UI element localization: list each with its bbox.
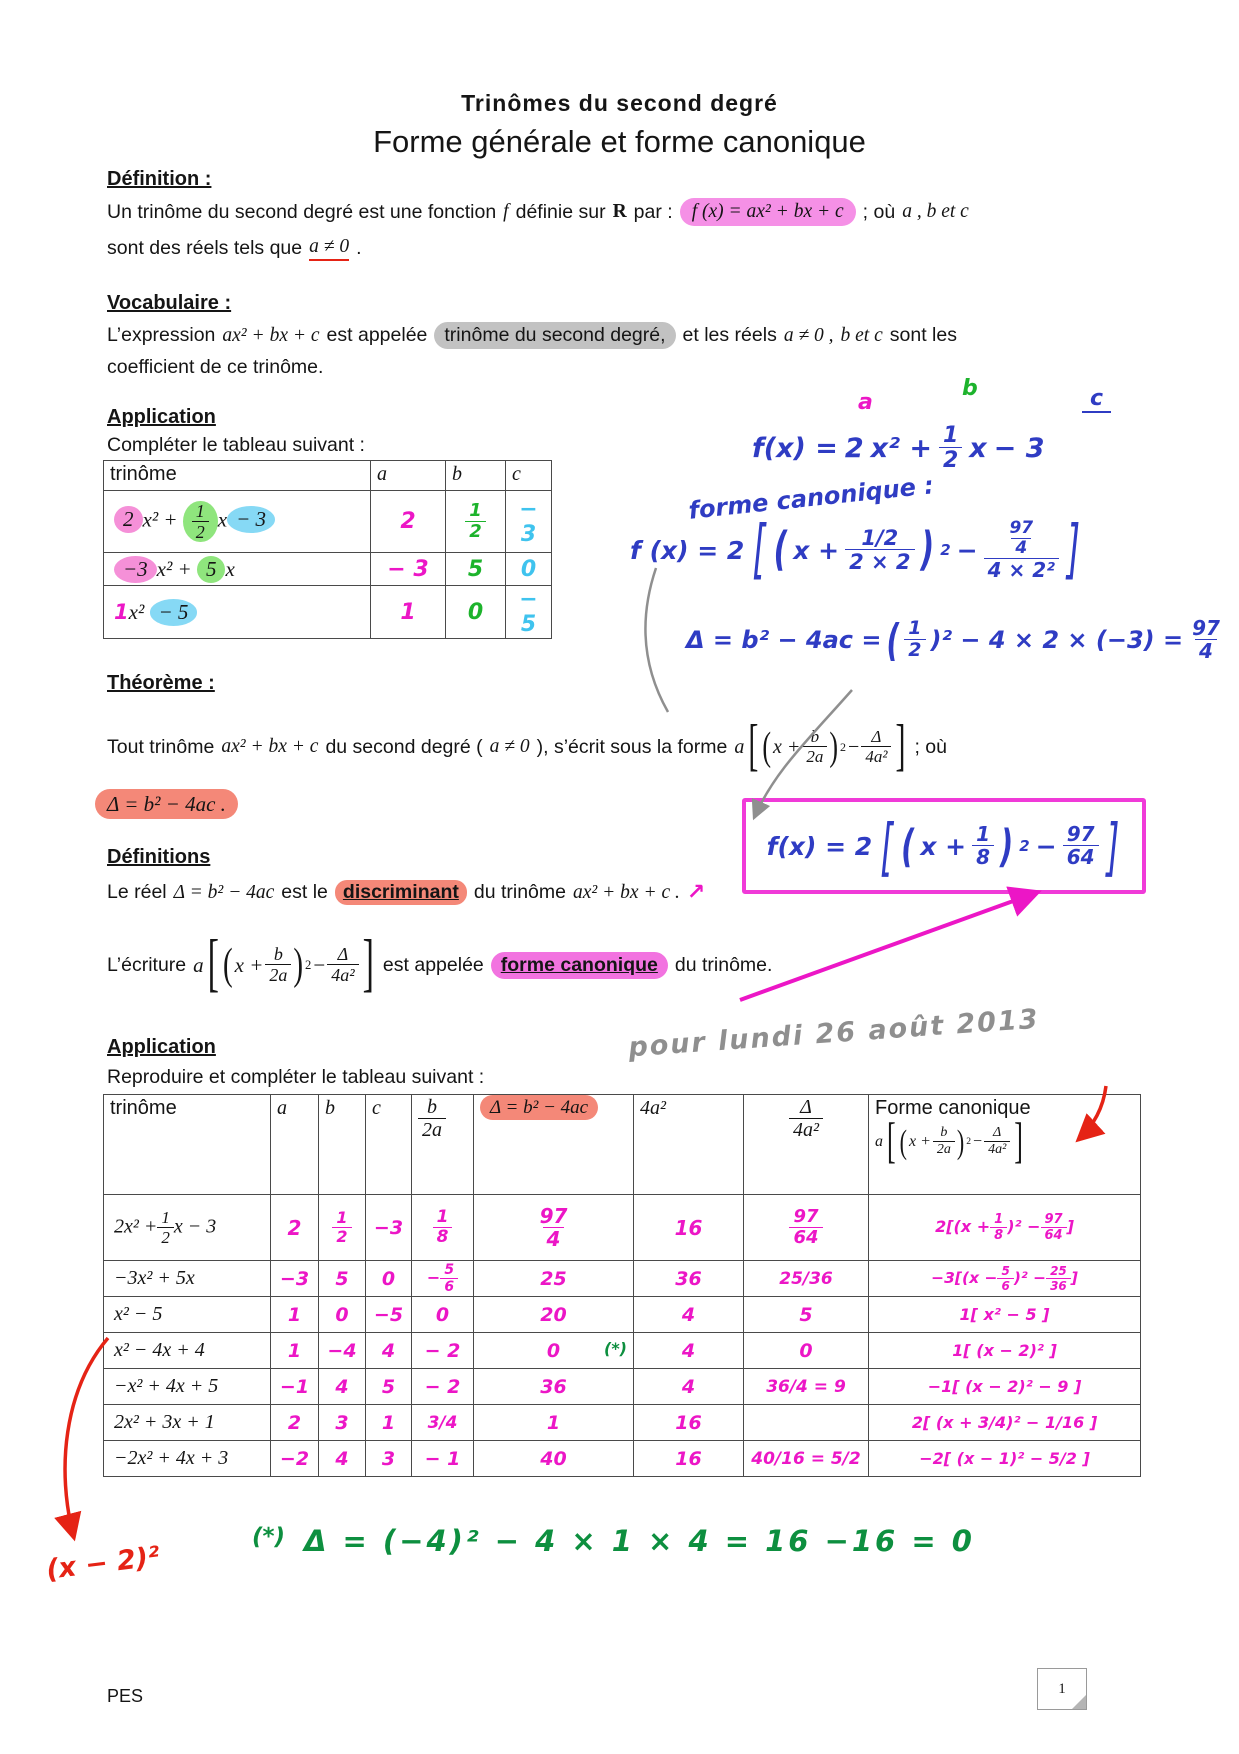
answer-c: 0 — [506, 553, 552, 586]
trinome-cell: −3x² + 5x — [104, 1261, 271, 1297]
answer-a: 2 — [371, 491, 446, 553]
coefficients-table — [103, 460, 552, 639]
table-header-trinome: trinôme — [104, 461, 371, 491]
answer-b: 0 — [446, 586, 506, 639]
canonical-form-formula: a [ ( x + $\frac{b}{2a}$ ) 2 − $\frac{\Delta}{\text{4a²}}$ ] — [734, 714, 906, 778]
handwritten-green-computation: Δ = (−4)² − 4 × 1 × 4 = 16 −16 = 0 — [304, 1524, 975, 1558]
forme-canonique-cell: 2[ (x + 3/4)² − 1/16 ] — [869, 1405, 1141, 1441]
handwritten-label-c: c — [1082, 386, 1111, 413]
table-header-forme-canonique: Forme canonique a [ ( x + $\frac{b}{2a}$ ) 2 − $\frac{\Delta}{\text{4a²}}$ ] — [869, 1095, 1141, 1195]
star-note-marker: (*) — [604, 1339, 627, 1358]
handwritten-function: f(x) = 2 x² + $\frac{1}{2}$ x − 3 — [752, 423, 1045, 474]
handwritten-label-b: b — [962, 376, 978, 401]
gray-brace-curve — [645, 568, 668, 712]
table-header-trinome: trinôme — [104, 1095, 271, 1195]
handwritten-label-a: a — [858, 390, 873, 415]
canonical-form-formula: a [ ( x + $\frac{b}{2a}$ ) 2 − $\frac{\Delta}{\text{4a²}}$ ] — [875, 1113, 1023, 1169]
heading-vocabulaire: Vocabulaire : — [107, 292, 232, 314]
table-header-delta-over-4a2: $\frac{\Delta}{\text{4a²}}$ — [744, 1095, 869, 1195]
trinome-cell: x² − 4x + 4 — [104, 1333, 271, 1369]
math-f: f — [503, 201, 509, 222]
forme-canonique-cell: 1[ (x − 2)² ] — [869, 1333, 1141, 1369]
highlight-discriminant: discriminant — [335, 880, 467, 905]
answer-a: − 3 — [371, 553, 446, 586]
table-header-b: b — [446, 461, 506, 491]
math-reals-R: R — [612, 201, 627, 222]
page-subtitle: Forme générale et forme canonique — [373, 124, 866, 159]
pink-arrow-to-box — [740, 892, 1038, 1000]
definitions-line1: Le réel Δ = b² − 4ac est le discriminant du trinôme ax² + bx + c . ↗ — [107, 880, 706, 905]
table-header-c: c — [506, 461, 552, 491]
heading-application-1: Application — [107, 406, 216, 428]
handwritten-red-factor: (x − 2)² — [44, 1541, 162, 1586]
definition-line2: sont des réels tels que a ≠ 0 . — [107, 236, 362, 259]
empty-cell — [744, 1405, 869, 1441]
handwritten-canonical-label: forme canonique : — [687, 471, 936, 525]
star-note-marker: (*) — [252, 1524, 286, 1550]
heading-application-2: Application — [107, 1036, 216, 1058]
trinome-cell: −x² + 4x + 5 — [104, 1369, 271, 1405]
handwritten-due-date: pour lundi 26 août 2013 — [627, 1003, 1041, 1064]
answer-c: − 3 — [506, 491, 552, 553]
definitions-line2: L’écriture a [ ( x + $\frac{b}{2a}$ ) 2 − $\frac{\Delta}{\text{4a²}}$ ] est appelée forme canonique du trinôme. — [107, 928, 773, 1000]
answer-b: 5 — [446, 553, 506, 586]
red-arrow-to-factor — [65, 1338, 108, 1538]
trinome-cell: 2x² + $\frac{1}{2}$ x − 3 — [104, 1195, 271, 1261]
table-header-4a2: 4a² — [634, 1095, 744, 1195]
handwritten-canonical-derivation: f (x) = 2 [ ( x + $\frac{1/2}{2 \times 2}$ ) 2 − $\frac{\frac{97}{4}}{\text{4 × 2²}}$ ] — [630, 512, 1081, 589]
answer-b: $\frac{1}{2}$ — [446, 491, 506, 553]
forme-canonique-cell: 2[(x + $\frac{1}{8}$ )² − $\frac{97}{64}$ ] — [869, 1195, 1141, 1261]
canonical-form-formula: a [ ( x + $\frac{b}{2a}$ ) 2 − $\frac{\Delta}{\text{4a²}}$ ] — [193, 928, 374, 1000]
table-header-delta: Δ = b² − 4ac — [474, 1095, 634, 1195]
trinome-cell: 2x² + 3x + 1 — [104, 1405, 271, 1441]
page-number: 1 — [1058, 1680, 1066, 1697]
handwritten-one: 1 — [114, 599, 129, 624]
table-header-a: a — [371, 461, 446, 491]
forme-canonique-cell: −3[(x − $\frac{5}{6}$ )² − $\frac{25}{36}$ ] — [869, 1261, 1141, 1297]
theoreme-statement: Tout trinôme ax² + bx + c du second degré ( a ≠ 0 ), s’écrit sous la forme a [ ( x + $\frac{b}{2a}$ ) 2 − $\frac{\Delta}{\text{4a²}}$ ] ; où — [107, 714, 947, 778]
condition-a-nonzero: a ≠ 0 — [309, 236, 349, 261]
table-header-a: a — [271, 1095, 319, 1195]
trinome-cell: −2x² + 4x + 3 — [104, 1441, 271, 1477]
forme-canonique-cell: −1[ (x − 2)² − 9 ] — [869, 1369, 1141, 1405]
table-header-b-over-2a: $\frac{b}{2a}$ — [412, 1095, 474, 1195]
forme-canonique-cell: −2[ (x − 1)² − 5/2 ] — [869, 1441, 1141, 1477]
answer-a: 1 — [371, 586, 446, 639]
footer-initials: PES — [107, 1686, 144, 1706]
highlight-forme-canonique: forme canonique — [491, 952, 668, 979]
heading-theoreme: Théorème : — [107, 672, 215, 694]
handwritten-discriminant-computation: Δ = b² − 4ac = ( 1 2 )² − 4 × 2 × (−3) = $\frac{97}{4}$ — [686, 614, 1220, 666]
page-corner-fold — [1072, 1695, 1086, 1709]
vocabulaire-line2: coefficient de ce trinôme. — [107, 356, 324, 378]
handwritten-canonical-form-box: f(x) = 2 [ ( x + $\frac{1}{8}$ ) 2 − $\frac{97}{64}$ ] — [742, 798, 1146, 894]
canonical-form-table: trinôme a b c $\frac{b}{2a}$ Δ = b² − 4ac 4a² $\frac{\Delta}{\text{4a²}}$ Forme canonique a [ ( x + $\frac{b}{2a}$ ) 2 − $\frac{\Delta}{\text{4a²}}$ ] 2x² + $\frac{1}{2}$ x − 3 2 $\frac{1}{2}$ −3 $\frac{1}{8}$ $\frac{97}{4}$ 16 $\frac{97}{64}$ 2[(x + $\frac{1}{8}$ )² − $\frac{97}{64}$ ] −3x² + 5x −3 5 0 − $\frac{5}{6}$ 25 36 25/36 −3[(x − $\frac{5}{6}$ )² − $\frac{25}{36}$ ] x² − 5 1 0 −5 0 20 4 5 1[ x² − 5 ] x² − 4x + 4 1 −4 4 − 2 0 (*) 4 0 1[ (x − 2)² ] −x² + 4x + 5 −1 4 5 − 2 36 4 36/4 = 9 −1[ (x − 2)² − 9 ] 2x² + 3x + 1 2 3 1 3/4 1 16 2[ (x + 3/4)² − 1/16 ] −2x² + 4x + 3 −2 4 3 − 1 40 16 40/16 = 5/2 −2[ (x − 1)² − 5/2 ] — [103, 1094, 1141, 1477]
answer-c: − 5 — [506, 586, 552, 639]
page-title: Trinômes du second degré — [461, 90, 778, 116]
trinome-cell: 2 x² + $\frac{1}{2}$ x − 3 — [104, 491, 371, 553]
trinome-cell: x² − 5 — [104, 1297, 271, 1333]
pink-arrow-glyph: ↗ — [686, 880, 706, 905]
heading-definition: Définition : — [107, 168, 212, 190]
application-2-instruction: Reproduire et compléter le tableau suivant : — [107, 1066, 485, 1088]
forme-canonique-cell: 1[ x² − 5 ] — [869, 1297, 1141, 1333]
definition-line1: Un trinôme du second degré est une fonction f définie sur R par : f (x) = ax² + bx + c ; où a , b et c — [107, 198, 969, 226]
trinome-cell: 1x² − 5 — [104, 586, 371, 639]
page-number-box — [1037, 1668, 1087, 1710]
table-header-b: b — [319, 1095, 366, 1195]
close-bracket: ] — [1066, 512, 1081, 589]
application-1-instruction: Compléter le tableau suivant : — [107, 434, 365, 456]
definition-text: Un trinôme du second degré est une fonction — [107, 200, 497, 223]
highlight-trinome-term: trinôme du second degré, — [434, 322, 675, 349]
table-header-c: c — [366, 1095, 412, 1195]
open-bracket: [ — [752, 512, 766, 589]
highlight-general-form: f (x) = ax² + bx + c — [680, 198, 856, 226]
discriminant-highlight: Δ = b² − 4ac . — [95, 792, 238, 817]
heading-definitions: Définitions — [107, 846, 211, 868]
vocabulaire-line1: L’expression ax² + bx + c est appelée trinôme du second degré, et les réels a ≠ 0 , b et c sont les — [107, 322, 957, 349]
trinome-cell: −3 x² + 5 x — [104, 553, 371, 586]
